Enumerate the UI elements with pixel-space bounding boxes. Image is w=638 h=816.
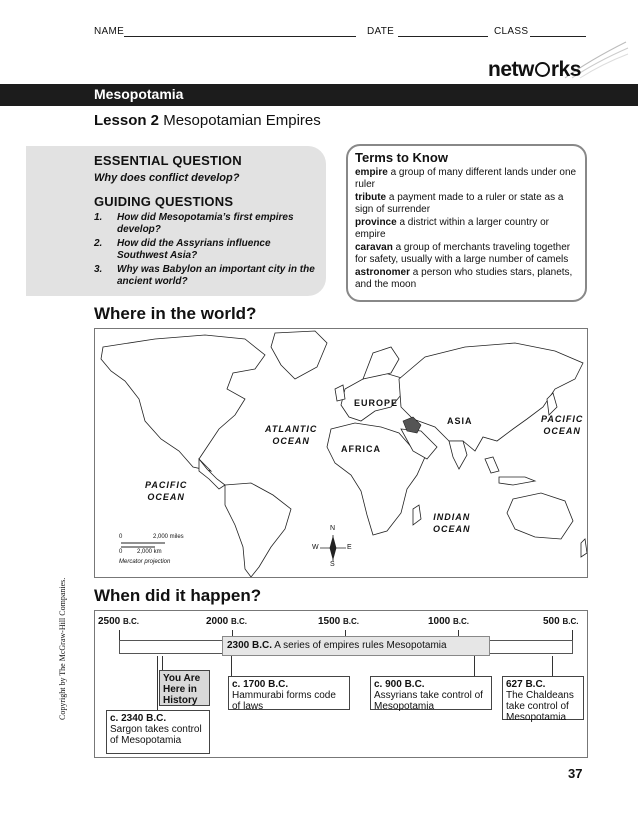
- term-item: [355, 242, 578, 265]
- year-500: [543, 616, 578, 627]
- term-definition: a person who studies stars, planets, and the moon: [355, 267, 573, 290]
- year-2500: [98, 616, 139, 627]
- year-era: B.C.: [453, 617, 470, 626]
- year-value: 1000: [428, 616, 451, 627]
- event-date: c. 1700 B.C.: [232, 679, 289, 690]
- logo-part-1: netw: [488, 58, 534, 81]
- indian-line-2: OCEAN: [433, 524, 471, 534]
- lesson-number: Lesson 2: [94, 112, 160, 129]
- label-atlantic-ocean: [265, 423, 317, 447]
- you-are-here-badge: You Are Here in History: [159, 670, 210, 706]
- atlantic-line-2: OCEAN: [272, 436, 310, 446]
- span-date: 2300 B.C.: [227, 640, 273, 651]
- copyright-notice: Copyright by The McGraw-Hill Companies.: [58, 577, 67, 720]
- class-label: CLASS: [494, 26, 529, 37]
- arrow-here: [162, 656, 163, 670]
- pacific-west-line-1: PACIFIC: [145, 480, 188, 490]
- arrow-627: [552, 656, 553, 676]
- name-line[interactable]: [124, 36, 356, 37]
- class-line[interactable]: [530, 36, 586, 37]
- scale-miles: 2,000 miles: [153, 534, 184, 540]
- year-value: 500: [543, 616, 560, 627]
- guiding-question-1: [94, 212, 320, 236]
- networks-logo: [488, 58, 581, 82]
- term-word: tribute: [355, 192, 387, 203]
- year-value: 2000: [206, 616, 229, 627]
- label-asia: ASIA: [447, 416, 473, 426]
- term-word: empire: [355, 167, 388, 178]
- date-label: DATE: [367, 26, 395, 37]
- year-1500: [318, 616, 359, 627]
- scale-zero-miles: 0: [119, 534, 123, 540]
- essential-question-text: Why does conflict develop?: [94, 172, 240, 184]
- label-europe: EUROPE: [354, 398, 399, 408]
- pacific-east-line-2: OCEAN: [543, 426, 581, 436]
- event-date: c. 900 B.C.: [374, 679, 425, 690]
- term-item: [355, 217, 578, 240]
- event-text: Sargon takes control of Mesopotamia: [110, 724, 202, 746]
- terms-to-know-box: [346, 144, 587, 302]
- pacific-west-line-2: OCEAN: [147, 492, 185, 502]
- span-text: A series of empires rules Mesopotamia: [274, 640, 447, 651]
- year-value: 2500: [98, 616, 121, 627]
- logo-globe-icon: [535, 62, 550, 77]
- guiding-num: 3.: [94, 264, 103, 275]
- year-era: B.C.: [123, 617, 140, 626]
- compass-e: E: [347, 544, 352, 551]
- label-indian-ocean: [433, 511, 471, 535]
- arrow-2340: [157, 656, 158, 710]
- when-heading: When did it happen?: [94, 586, 262, 605]
- event-date: 627 B.C.: [506, 679, 546, 690]
- year-era: B.C.: [231, 617, 248, 626]
- arrow-1700: [231, 656, 232, 676]
- label-africa: AFRICA: [341, 444, 381, 454]
- compass-s: S: [330, 561, 335, 568]
- map-projection: Mercator projection: [119, 559, 171, 565]
- guiding-question-2: [94, 238, 320, 262]
- event-hammurabi: [228, 676, 350, 710]
- event-text: The Chaldeans take control of Mesopotamia: [506, 690, 574, 723]
- term-item: [355, 167, 578, 190]
- term-word: caravan: [355, 242, 393, 253]
- term-word: province: [355, 217, 397, 228]
- pacific-east-line-1: PACIFIC: [541, 414, 584, 424]
- essential-question-heading: ESSENTIAL QUESTION: [94, 153, 242, 168]
- term-item: [355, 267, 578, 290]
- guiding-text: Why was Babylon an important city in the ancient world?: [117, 264, 315, 287]
- term-item: [355, 192, 578, 215]
- year-1000: [428, 616, 469, 627]
- tick: [119, 630, 120, 640]
- term-definition: a group of many different lands under one ruler: [355, 167, 577, 190]
- label-pacific-west: [145, 479, 187, 503]
- where-heading: Where in the world?: [94, 304, 257, 323]
- arrow-900: [474, 656, 475, 676]
- event-date: c. 2340 B.C.: [110, 713, 167, 724]
- lesson-name: Mesopotamian Empires: [163, 112, 321, 129]
- year-value: 1500: [318, 616, 341, 627]
- year-era: B.C.: [343, 617, 360, 626]
- logo-part-2: rks: [550, 58, 581, 81]
- lesson-title: [94, 112, 321, 129]
- guiding-num: 1.: [94, 212, 103, 223]
- event-text: Assyrians take control of Mesopotamia: [374, 690, 483, 712]
- event-text: Hammurabi forms code of laws: [232, 690, 336, 712]
- terms-heading: Terms to Know: [355, 150, 448, 165]
- name-label: NAME: [94, 26, 125, 37]
- empires-span: [222, 636, 490, 656]
- chapter-title: Mesopotamia: [94, 86, 184, 102]
- atlantic-line-1: ATLANTIC: [265, 424, 318, 434]
- year-era: B.C.: [562, 617, 579, 626]
- event-chaldeans: [502, 676, 584, 723]
- guiding-text: How did the Assyrians influence Southwest Asia?: [117, 238, 271, 261]
- event-assyrians: [370, 676, 492, 710]
- year-2000: [206, 616, 247, 627]
- guiding-num: 2.: [94, 238, 103, 249]
- world-map: [94, 328, 588, 578]
- guiding-questions-heading: GUIDING QUESTIONS: [94, 194, 234, 209]
- term-definition: a payment made to a ruler or state as a sign of surrender: [355, 192, 564, 215]
- guiding-text: How did Mesopotamia’s first empires develop?: [117, 212, 294, 235]
- scale-km: 2,000 km: [137, 549, 162, 555]
- date-line[interactable]: [398, 36, 488, 37]
- guiding-question-3: [94, 264, 320, 288]
- term-definition: a group of merchants traveling together for safety, usually with a large number of camels: [355, 242, 571, 265]
- indian-line-1: INDIAN: [433, 512, 471, 522]
- label-pacific-east: [541, 413, 583, 437]
- tick: [572, 630, 573, 640]
- event-sargon: [106, 710, 210, 754]
- compass-w: W: [312, 544, 319, 551]
- term-word: astronomer: [355, 267, 411, 278]
- compass-n: N: [330, 525, 336, 532]
- scale-zero-km: 0: [119, 549, 123, 555]
- term-definition: a district within a larger country or empire: [355, 217, 549, 240]
- page-number: 37: [568, 766, 583, 781]
